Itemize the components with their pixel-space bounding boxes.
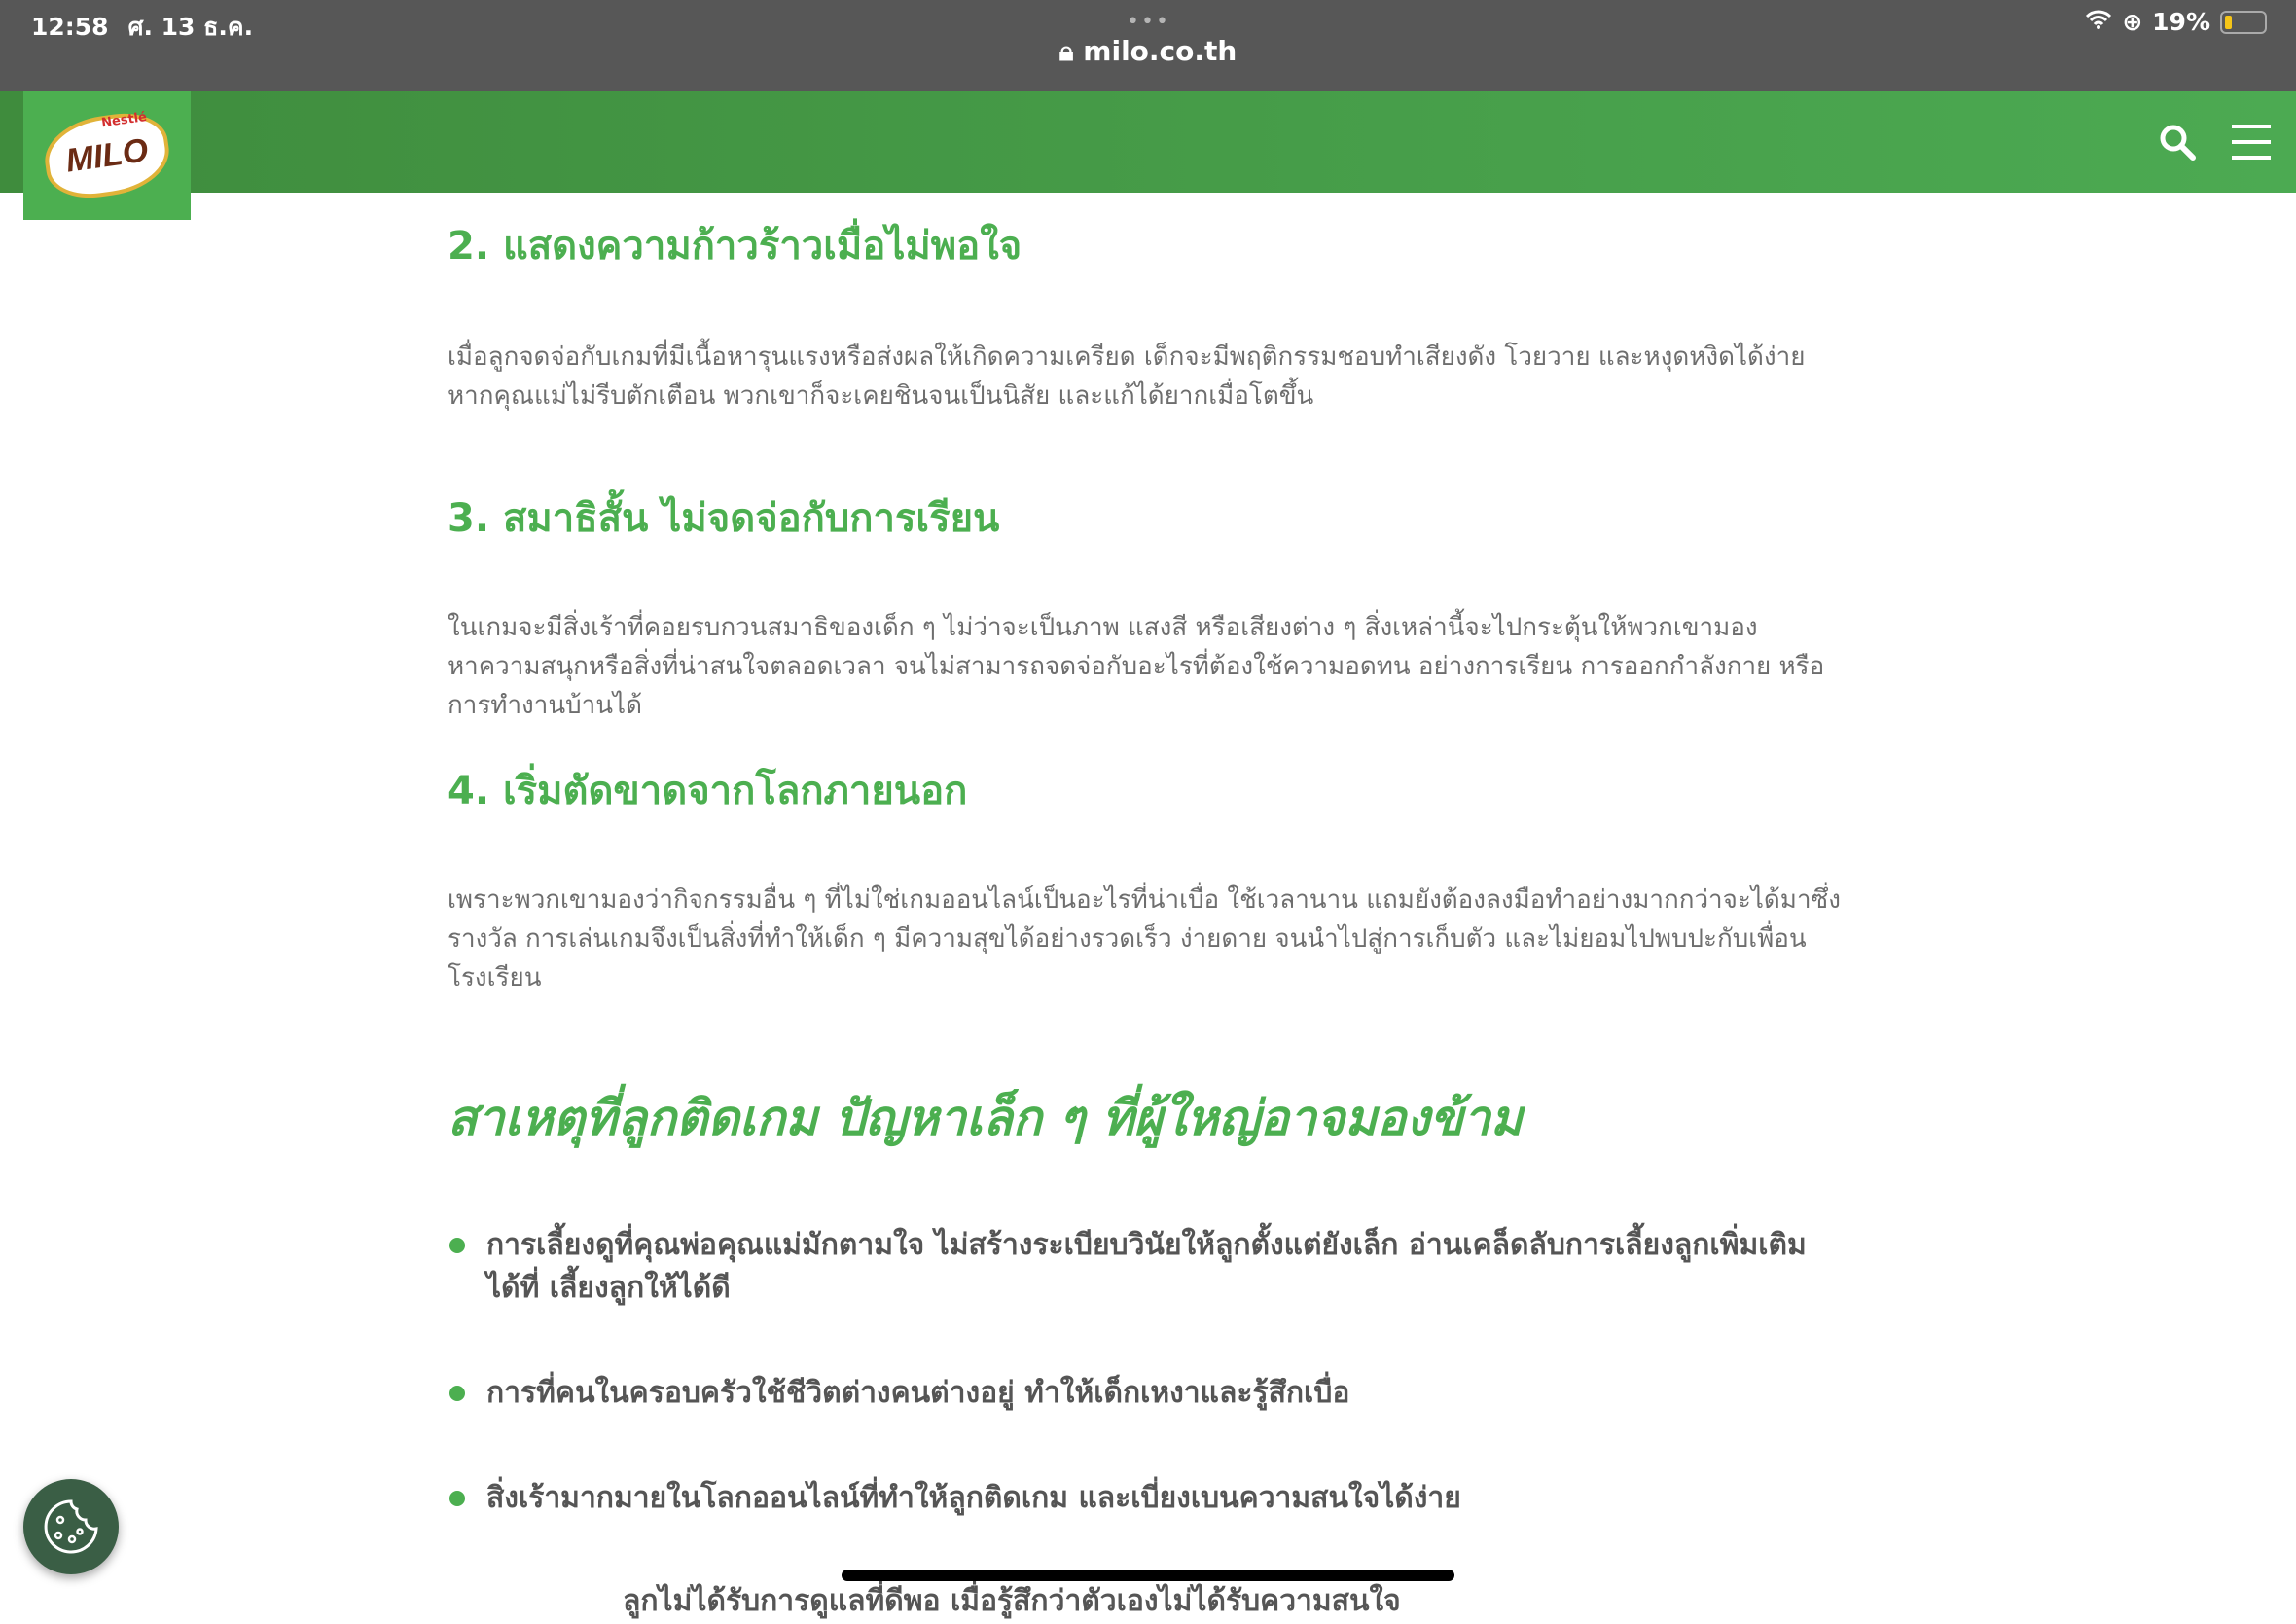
cookie-icon xyxy=(41,1497,101,1557)
section-body: เพราะพวกเขามองว่ากิจกรรมอื่น ๆ ที่ไม่ใช่เกมออนไลน์เป็นอะไรที่น่าเบื่อ ใช้เวลานาน แถมยังต้องลงมือทำอย่างมากกว่าจะได้มาซึ่งรางวัล การเล่นเกมจึงเป็นสิ่งที่ทำให้เด็ก ๆ มีความสุขได้อย่างรวดเร็ว ง่ายดาย จนนำไปสู่การเก็บตัว และไม่ยอมไปพบปะกับเพื่อนโรงเรียน xyxy=(448,885,1841,992)
list-item xyxy=(448,1224,1848,1310)
address-bar[interactable] xyxy=(0,35,2296,68)
milo-logo[interactable] xyxy=(23,91,191,220)
lock-icon: 🔒︎ xyxy=(1058,35,1084,67)
hamburger-menu-icon[interactable] xyxy=(2232,125,2271,160)
nestle-text: Nestlé xyxy=(100,109,148,131)
wifi-icon xyxy=(2085,8,2112,36)
search-icon[interactable] xyxy=(2158,123,2197,162)
section-body: เมื่อลูกจดจ่อกับเกมที่มีเนื้อหารุนแรงหรือส่งผลให้เกิดความเครียด เด็กจะมีพฤติกรรมชอบทำเสียงดัง โวยวาย และหงุดหงิดได้ง่าย หากคุณแม่ไม่รีบตักเตือน พวกเขาก็จะเคยชินจนเป็นนิสัย และแก้ได้ยากเมื่อโตขึ้น xyxy=(448,343,1806,411)
url-text: milo.co.th xyxy=(1083,35,1238,67)
bullet-icon xyxy=(449,1238,465,1253)
list-item-partial: ลูกไม่ได้รับการดูแลที่ดีพอ เมื่อรู้สึกว่าตัวเองไม่ได้รับความสนใจ xyxy=(623,1584,1401,1618)
logo-text: MILO xyxy=(63,130,151,180)
date-text: ศ. 13 ธ.ค. xyxy=(127,13,254,41)
bullet-icon xyxy=(449,1491,465,1506)
bullet-icon xyxy=(449,1386,465,1401)
cookie-settings-button[interactable] xyxy=(23,1479,119,1574)
list-item xyxy=(448,1372,1848,1415)
battery-percent: 19% xyxy=(2152,8,2210,36)
status-indicators xyxy=(2085,8,2267,36)
list-item xyxy=(448,1477,1848,1520)
time-text: 12:58 xyxy=(31,13,109,41)
status-bar xyxy=(0,0,2296,91)
battery-icon xyxy=(2220,11,2267,34)
section-heading: 3. สมาธิสั้น ไม่จดจ่อกับการเรียน xyxy=(448,496,1000,541)
logo-mark xyxy=(40,107,174,203)
section-heading: 2. แสดงความก้าวร้าวเมื่อไม่พอใจ xyxy=(448,224,1022,269)
causes-heading: สาเหตุที่ลูกติดเกม ปัญหาเล็ก ๆ ที่ผู้ใหญ่อาจมองข้าม xyxy=(448,1090,1523,1146)
rotation-lock-icon: ⊕ xyxy=(2122,8,2143,36)
home-indicator[interactable] xyxy=(842,1570,1454,1581)
section-heading: 4. เริ่มตัดขาดจากโลกภายนอก xyxy=(448,769,968,813)
list-item-text: สิ่งเร้ามากมายในโลกออนไลน์ที่ทำให้ลูกติดเกม และเบี่ยงเบนความสนใจได้ง่าย xyxy=(486,1481,1461,1515)
section-body: ในเกมจะมีสิ่งเร้าที่คอยรบกวนสมาธิของเด็ก ๆ ไม่ว่าจะเป็นภาพ แสงสี หรือเสียงต่าง ๆ สิ่งเหล่านี้จะไปกระตุ้นให้พวกเขามองหาความสนุกหรือสิ่งที่น่าสนใจตลอดเวลา จนไม่สามารถจดจ่อกับอะไรที่ต้องใช้ความอดทน อย่างการเรียน การออกกำลังกาย หรือการทำงานบ้านได้ xyxy=(448,613,1825,720)
more-dots-icon[interactable]: ••• xyxy=(1127,10,1170,34)
list-item-text: การเลี้ยงดูที่คุณพ่อคุณแม่มักตามใจ ไม่สร้างระเบียบวินัยให้ลูกตั้งแต่ยังเล็ก อ่านเคล็ดลับการเลี้ยงลูกเพิ่มเติมได้ที่ เลี้ยงลูกให้ได้ดี xyxy=(486,1228,1807,1305)
list-item-text: การที่คนในครอบครัวใช้ชีวิตต่างคนต่างอยู่ ทำให้เด็กเหงาและรู้สึกเบื่อ xyxy=(486,1376,1350,1410)
site-header xyxy=(0,91,2296,193)
